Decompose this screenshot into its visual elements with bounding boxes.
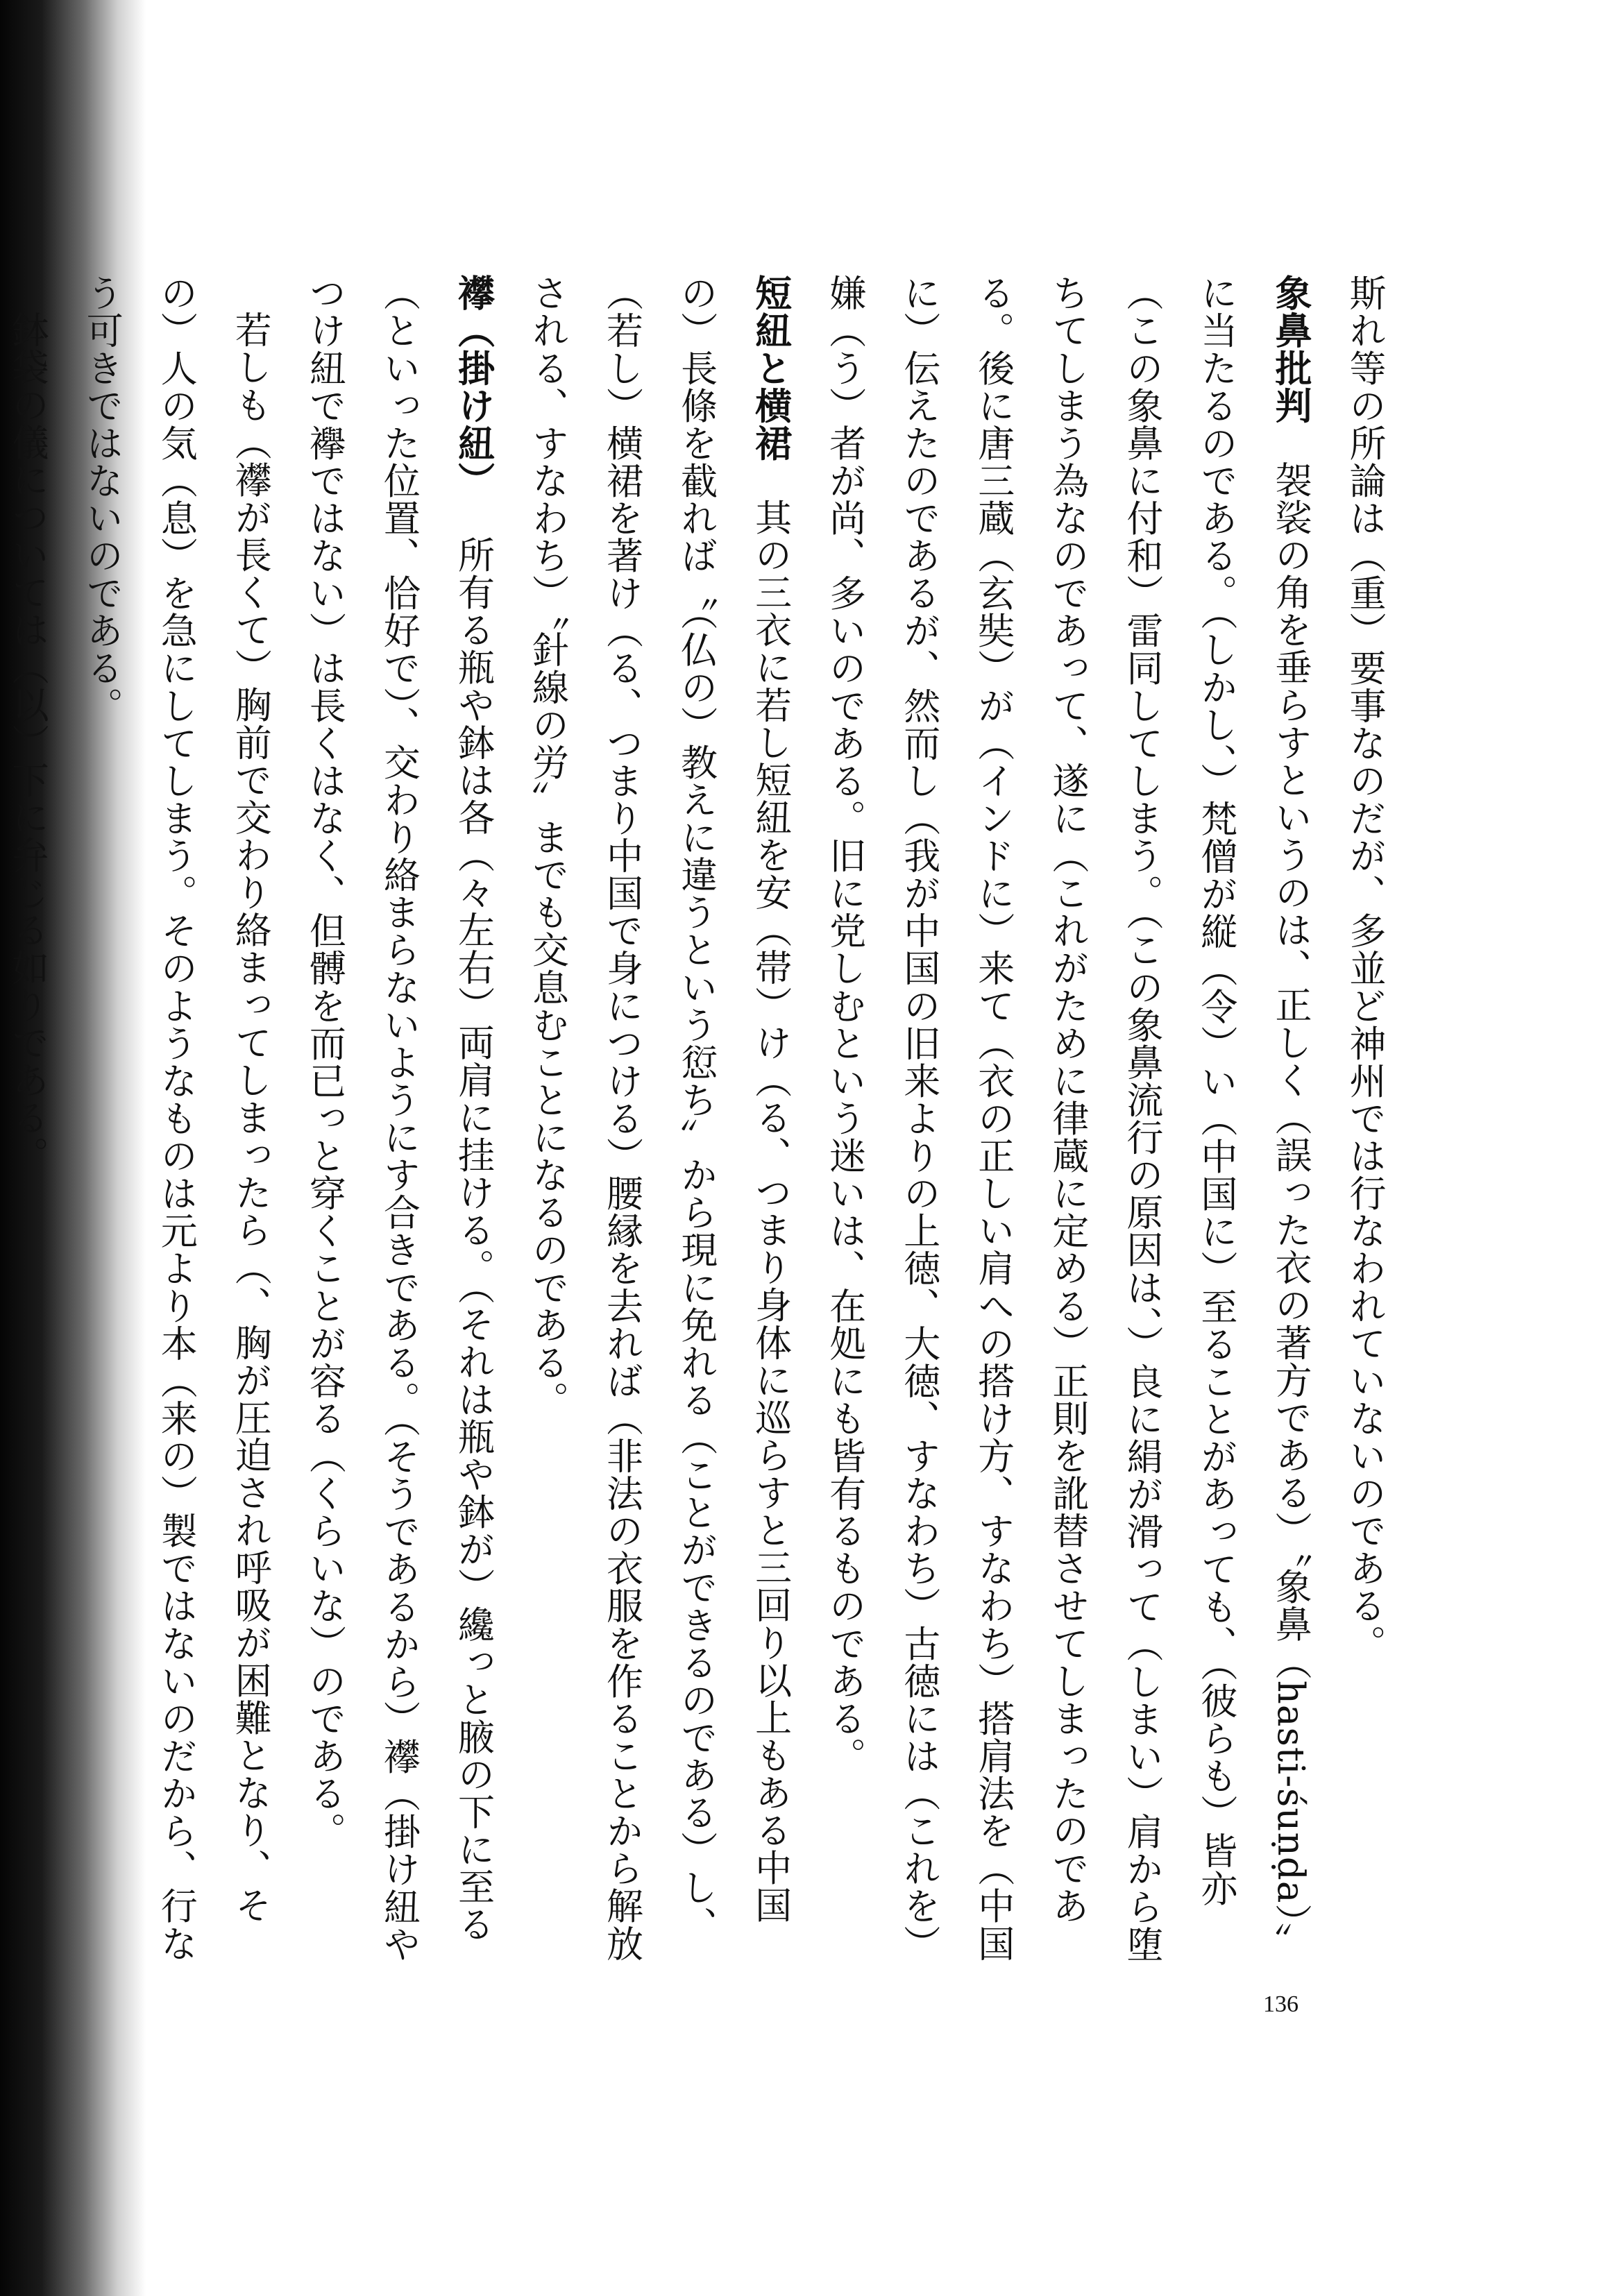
paragraph <box>510 274 807 1967</box>
paragraph-text: 若しも（襻が長くて）胸前で交わり絡まってしまったら（、胸が圧迫され呼吸が困難となり、その）人の気（息）を急にしてしまう。そのようなものは元より本（来の）製ではないのだから、行なう可きではないのである。 <box>81 274 272 1962</box>
paragraph <box>287 274 510 1967</box>
section-heading: 象鼻批判 <box>1269 274 1312 425</box>
paragraph <box>65 274 287 1967</box>
page-number: 136 <box>1263 1991 1299 2017</box>
paragraph-text: 所有る瓶や鉢は各（々左右）両肩に挂ける。（それは瓶や鉢が）纔っと腋の下に至る（といった位置、恰好で）、交わり絡まらないようにす合きである。（そうであるから）襻（掛け紐やつけ紐で襷ではない）は長くはなく、但髆を而已っと穿くことが容る（くらいな）のである。 <box>303 274 495 1963</box>
paragraph-text: 其の三衣に若し短紐を安（帯）け（る、つまり身体に巡らすと三回り以上もある中国の）長條を截れば〝（仏の）教えに違うという愆ち〟から現に免れる（ことができるのである）し、（若し）横裙を著け（る、つまり中国で身につける）腰縁を去れば（非法の衣服を作ることから解放される、すなわち）〝針線の労〟までも交息むことになるのである。 <box>526 274 792 1962</box>
section-heading: 短紐と横裙 <box>749 274 792 462</box>
paragraph <box>808 274 1328 1967</box>
paragraph-text: 袈裟の角を垂らすというのは、正しく（誤った衣の著方である）〝象鼻（hasti-śuṇḍa）〟に当たるのである。（しかし、）梵僧が縦（令）い（中国に）至ることがあっても、（彼らも）皆亦（この象鼻に付和）雷同してしまう。（この象鼻流行の原因は、）良に絹が滑って（しまい）肩から堕ちてしまう為なのであって、遂に（これがために律蔵に定める）正則を訛替させてしまったのである。後に唐三蔵（玄奘）が（インドに）来て（衣の正しい肩への搭け方、すなわち）搭肩法を（中国に）伝えたのであるが、然而し（我が中国の旧来よりの上徳、大徳、すなわち）古徳には（これを）嫌（う）者が尚、多いのである。旧に党しむという迷いは、在処にも皆有るものである。 <box>823 274 1312 1963</box>
body-text <box>6 274 1402 1967</box>
paragraph <box>1328 274 1402 1967</box>
paragraph-text: 鉢袋の儀については（以）下に弁じる如りである。 <box>6 311 49 1174</box>
paragraph <box>0 274 65 1967</box>
paragraph-text: 斯れ等の所論は（重）要事なのだが、多並ど神州では行なわれていないのである。 <box>1344 274 1386 1663</box>
section-heading: 襻（掛け紐） <box>452 274 495 500</box>
